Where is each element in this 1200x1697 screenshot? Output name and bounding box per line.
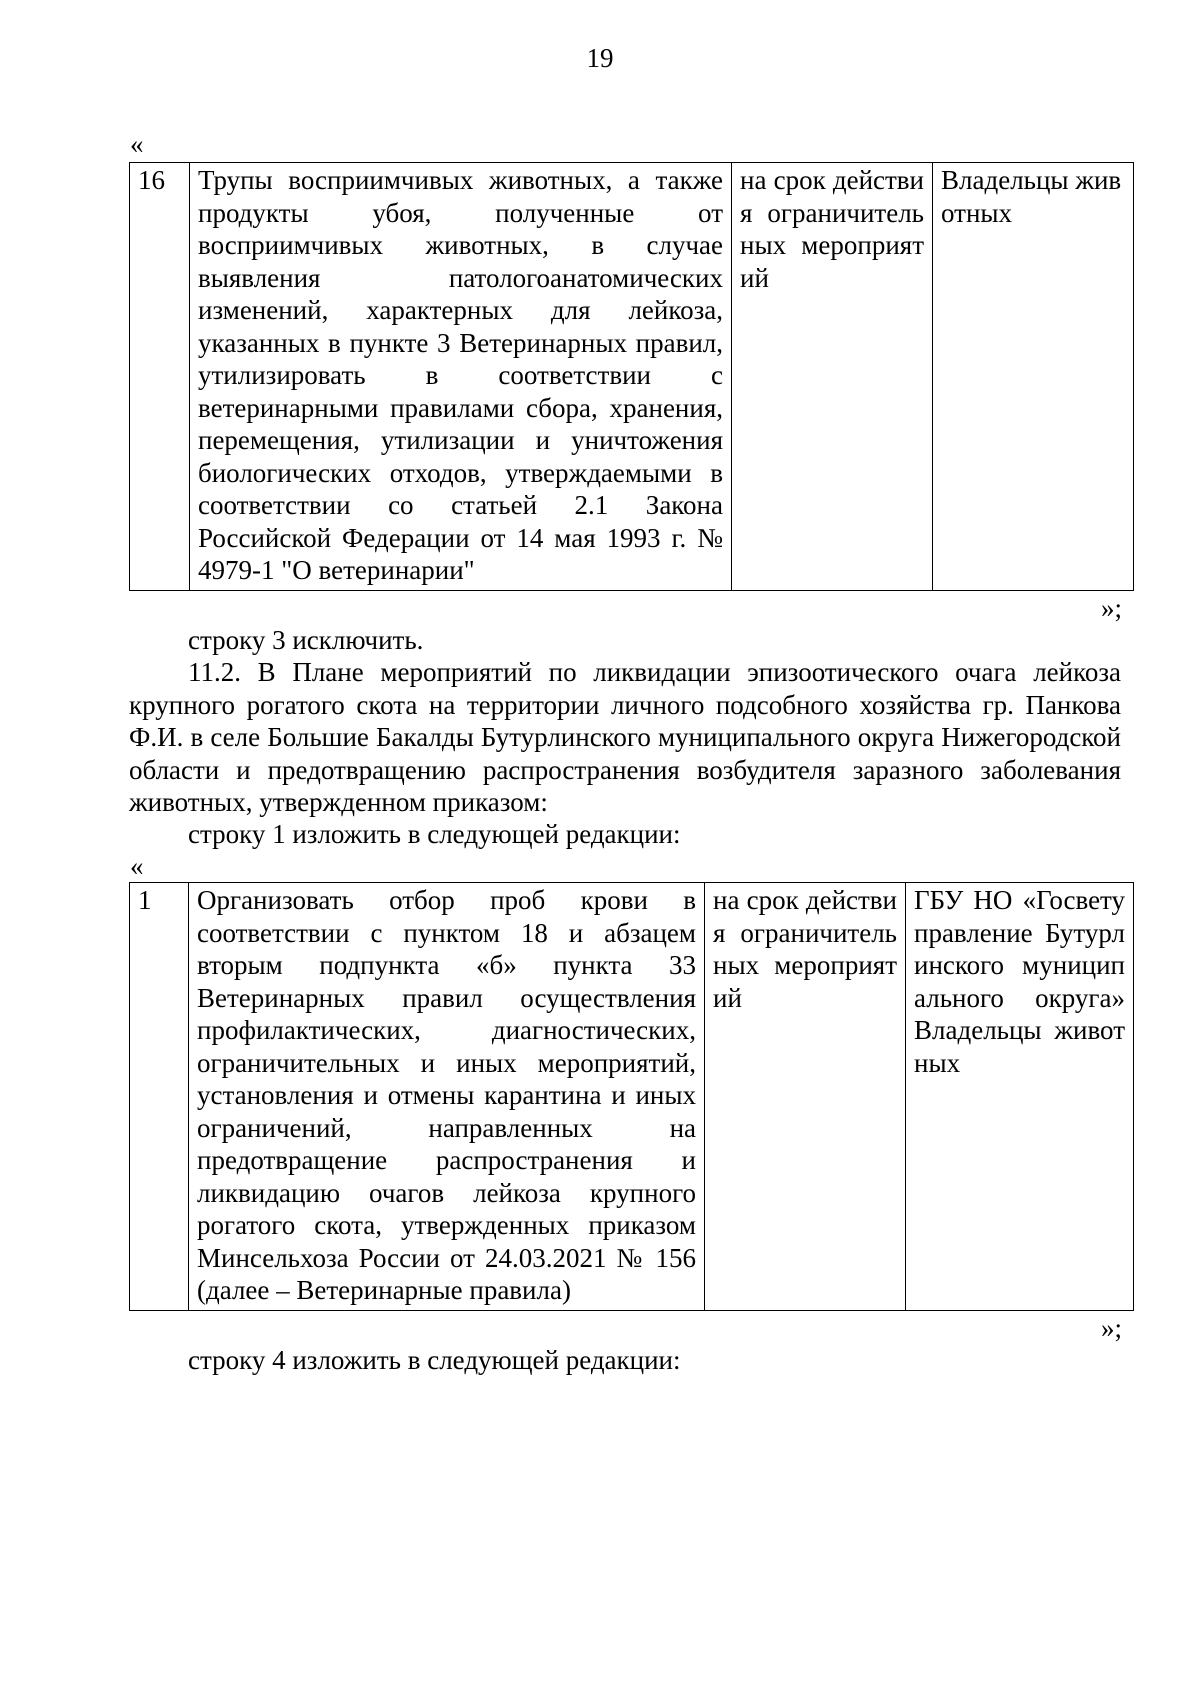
opening-quote-2: « (130, 851, 144, 881)
table-1 (129, 162, 1134, 591)
table-row (130, 883, 1134, 1311)
responsible-text: ГБУ НО «Госветуправление Бутурлинского муниципального округа» Владельцы животных (906, 883, 1134, 1311)
closing-quote-2: »; (1100, 1313, 1122, 1343)
responsible-text: Владельцы животных (933, 163, 1134, 591)
measure-text: Трупы восприимчивых животных, а также продукты убоя, полученные от восприимчивых животных, в случае выявления патологоанатомических изменений, характерных для лейкоза, указанных в пункте 3 Ветеринарных правил, утилизировать в соответствии с ветеринарными правилами сбора, хранения, перемещения, утилизации и уничтожения биологических отходов, утверждаемыми в соответствии со статьей 2.1 Закона Российской Федерации от 14 мая 1993 г. № 4979-1 "О ветеринарии" (190, 163, 732, 591)
closing-quote-1: »; (1100, 593, 1122, 623)
paragraph-row4-edit: строку 4 изложить в следующей редакции: (188, 1345, 681, 1375)
opening-quote-1: « (130, 129, 144, 159)
paragraph-exclude-row: строку 3 исключить. (188, 625, 424, 655)
row-number: 16 (130, 163, 190, 591)
table-row (130, 163, 1134, 591)
measure-text: Организовать отбор проб крови в соответствии с пунктом 18 и абзацем вторым подпункта «б» пункта 33 Ветеринарных правил осуществления профилактических, диагностических, ограничительных и иных мероприятий, установления и отмены карантина и иных ограничений, направленных на предотвращение распространения и ликвидацию очагов лейкоза крупного рогатого скота, утвержденных приказом Минсельхоза России от 24.03.2021 № 156 (далее – Ветеринарные правила) (189, 883, 705, 1311)
paragraph-plan-amendment: 11.2. В Плане мероприятий по ликвидации эпизоотического очага лейкоза крупного рогатого скота на территории личного подсобного хозяйства гр. Панкова Ф.И. в селе Большие Бакалды Бутурлинского муниципального округа Нижегородской области и предотвращению распространения возбудителя заразного заболевания животных, утвержденном приказом: (129, 657, 1121, 817)
row-number: 1 (130, 883, 189, 1311)
paragraph-row1-edit: строку 1 изложить в следующей редакции: (188, 819, 681, 849)
term-text: на срок действия ограничительных мероприятий (732, 163, 933, 591)
table-2 (129, 882, 1134, 1311)
term-text: на срок действия ограничительных мероприятий (705, 883, 906, 1311)
page-number: 19 (586, 43, 614, 73)
